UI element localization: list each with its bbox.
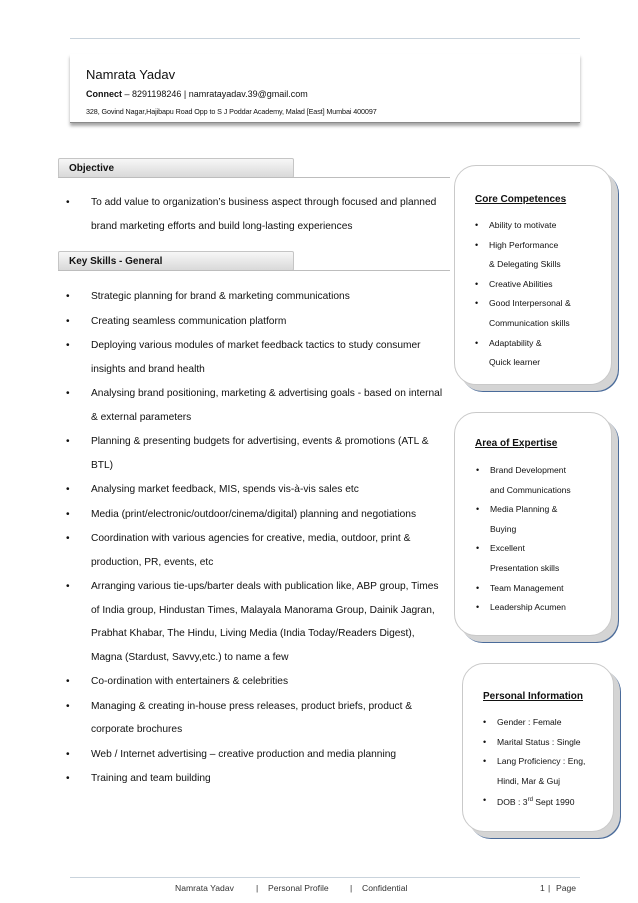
objective-heading: Objective xyxy=(58,158,294,178)
footer-page-label: Page xyxy=(556,883,577,893)
skill-item: • Analysing brand positioning, marketing & advertising goals - based on internal & external parameters xyxy=(66,382,446,429)
core-competences-list xyxy=(475,216,605,373)
key-skills-list xyxy=(66,285,446,792)
competence-item xyxy=(475,236,605,275)
competence-item-line: & Delegating Skills xyxy=(489,259,561,270)
skill-item: • Co-ordination with entertainers & celebrities xyxy=(66,670,446,694)
footer-separator: | xyxy=(548,883,551,893)
personal-item-dob xyxy=(483,791,613,812)
personal-item-line: • Gender : Female xyxy=(497,717,562,727)
footer-separator: | xyxy=(350,883,353,893)
footer-rule xyxy=(70,877,580,878)
core-competences-title: Core Competences xyxy=(475,194,567,205)
expertise-item-line: and Communications xyxy=(490,484,571,495)
competence-item-line: • High Performance xyxy=(489,239,559,250)
candidate-name: Namrata Yadav xyxy=(86,67,176,82)
expertise-item xyxy=(476,539,606,578)
connect-label: Connect xyxy=(86,89,122,99)
skill-item: • Strategic planning for brand & marketing communications xyxy=(66,285,446,309)
footer-separator: | xyxy=(256,883,259,893)
footer-name: Namrata Yadav xyxy=(175,883,234,893)
footer-profile: Personal Profile xyxy=(268,883,329,893)
skill-item: • Deploying various modules of market feedback tactics to study consumer insights and brand health xyxy=(66,334,446,381)
skill-item: • Arranging various tie-ups/barter deals with publication like, ABP group, Times of India group, Hindustan Times, Malayala Manorama Group, Dainik Jagran, Prabhat Khabar, The Hindu, Living Media (India Today/Readers Digest), Magna (Stardust, Savvy,etc.) to name a few xyxy=(66,575,446,669)
expertise-item xyxy=(476,598,606,618)
key-skills-heading: Key Skills - General xyxy=(58,251,294,271)
competence-item xyxy=(475,216,605,236)
expertise-item-line: • Excellent xyxy=(490,543,525,554)
contact-details: – 8291198246 | namratayadav.39@gmail.com xyxy=(122,89,308,99)
objective-list xyxy=(66,191,446,239)
expertise-item-line: • Leadership Acumen xyxy=(490,602,566,613)
expertise-item xyxy=(476,461,606,500)
competence-item-line: Quick learner xyxy=(489,357,541,368)
expertise-item-line: • Media Planning & xyxy=(490,504,558,515)
competence-item-line: • Ability to motivate xyxy=(489,220,557,230)
contact-line xyxy=(86,89,308,99)
footer-confidential: Confidential xyxy=(362,883,408,893)
skill-item: • Managing & creating in-house press releases, product briefs, product & corporate brochures xyxy=(66,695,446,742)
competence-item xyxy=(475,334,605,373)
objective-underline xyxy=(58,177,450,178)
skill-item: • Web / Internet advertising – creative production and media planning xyxy=(66,743,446,767)
expertise-list xyxy=(476,461,606,618)
personal-item-line: • Lang Proficiency : Eng, xyxy=(497,756,586,767)
personal-item xyxy=(483,733,613,753)
competence-item-line: • Adaptability & xyxy=(489,337,542,348)
skill-item: • Training and team building xyxy=(66,767,446,791)
competence-item xyxy=(475,294,605,333)
objective-item: • To add value to organization’s business aspect through focused and planned brand marketing efforts and build long-lasting experiences xyxy=(66,191,446,238)
skill-item: • Creating seamless communication platform xyxy=(66,310,446,334)
skill-item: • Media (print/electronic/outdoor/cinema/digital) planning and negotiations xyxy=(66,503,446,527)
skill-item: • Planning & presenting budgets for advertising, events & promotions (ATL & BTL) xyxy=(66,430,446,477)
expertise-item-line: Buying xyxy=(490,523,517,534)
expertise-item-line: Presentation skills xyxy=(490,562,560,573)
skill-item: • Coordination with various agencies for creative, media, outdoor, print & production, PR, events, etc xyxy=(66,527,446,574)
dob-superscript: rd xyxy=(527,797,533,804)
expertise-title: Area of Expertise xyxy=(475,438,558,449)
expertise-item-line: • Team Management xyxy=(490,582,564,593)
competence-item-line: Communication skills xyxy=(489,317,570,328)
competence-item-line: • Good Interpersonal & xyxy=(489,298,571,309)
competence-item xyxy=(475,275,605,295)
expertise-item xyxy=(476,579,606,599)
top-rule xyxy=(70,38,580,39)
personal-item-line: Hindi, Mar & Guj xyxy=(497,775,561,786)
footer-page-number: 1 xyxy=(540,883,545,893)
personal-info-title: Personal Information xyxy=(483,691,584,702)
expertise-item xyxy=(476,500,606,539)
skill-item: • Analysing market feedback, MIS, spends vis-à-vis sales etc xyxy=(66,478,446,502)
dob-prefix: DOB : 3 xyxy=(497,797,528,808)
personal-info-list xyxy=(483,713,613,813)
dob-suffix: Sept 1990 xyxy=(532,797,575,808)
expertise-item-line: • Brand Development xyxy=(490,465,566,475)
personal-item xyxy=(483,752,613,791)
personal-item xyxy=(483,713,613,733)
address-line: 328, Govind Nagar,Hajibapu Road Opp to S J Poddar Academy, Malad [East] Mumbai 400097 xyxy=(86,107,377,116)
competence-item-line: • Creative Abilities xyxy=(489,278,553,289)
key-skills-underline xyxy=(58,270,450,271)
personal-item-line: • Marital Status : Single xyxy=(497,736,581,747)
